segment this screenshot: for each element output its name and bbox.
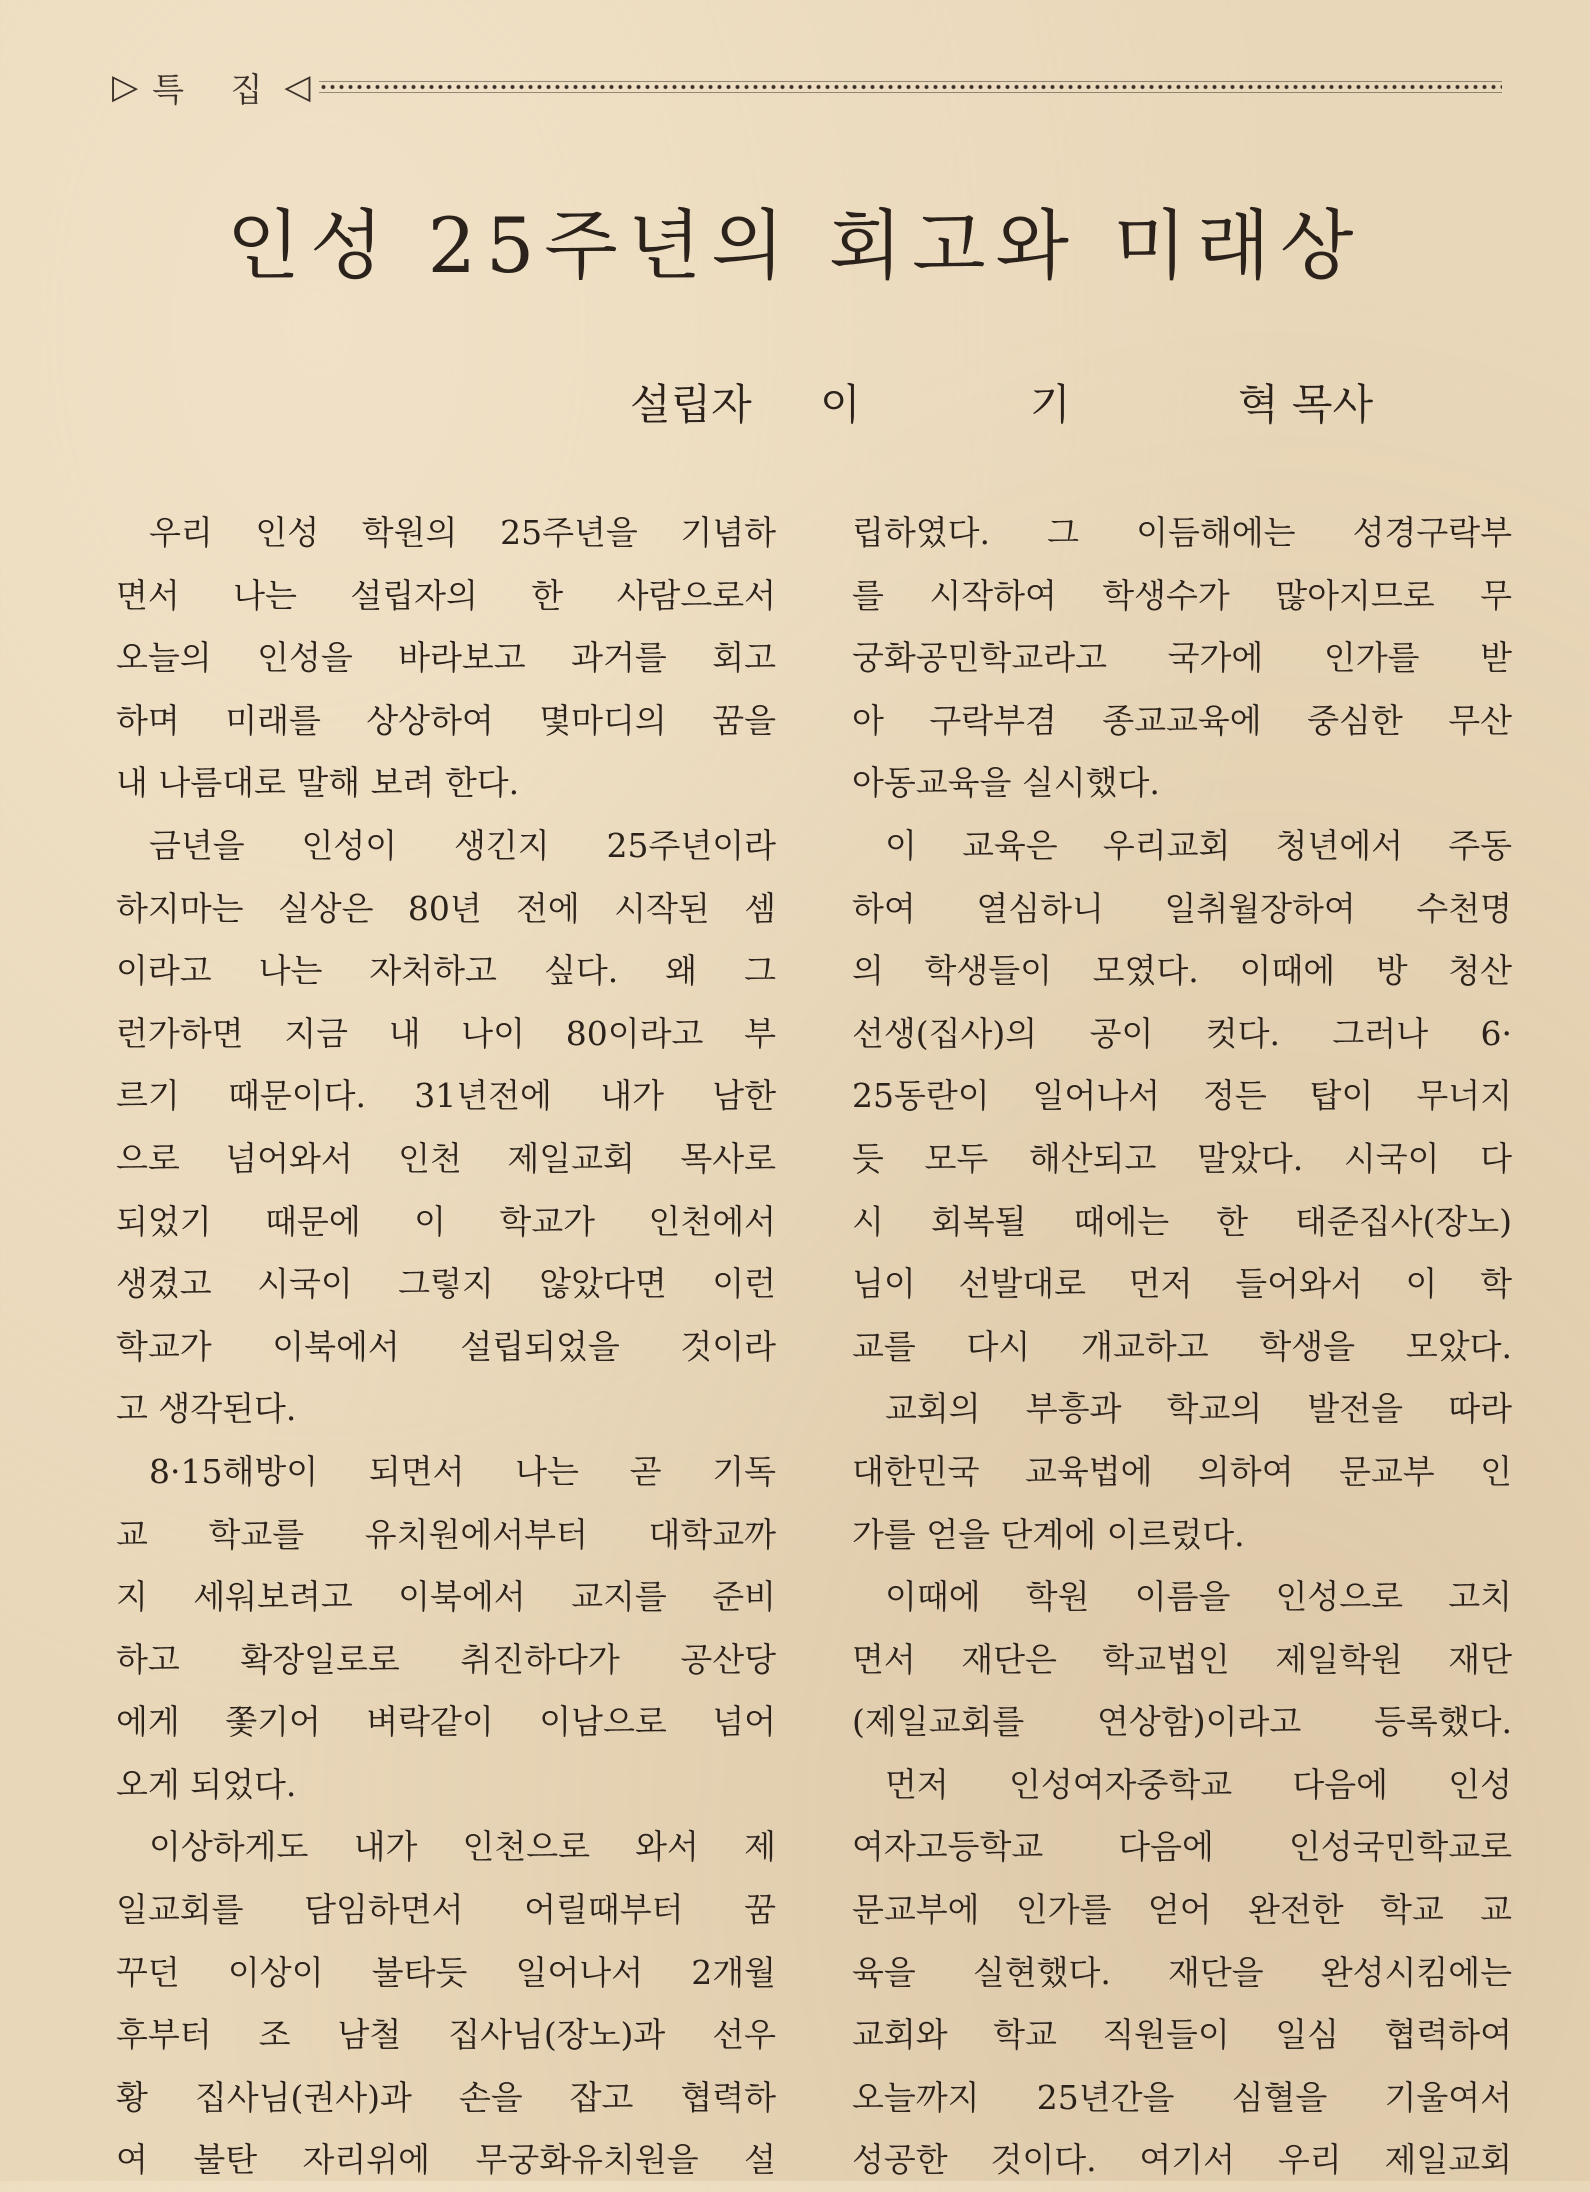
text-line: 금년을 인성이 생긴지 25주년이라 [149, 825, 776, 865]
text-line: 이 교육은 우리교회 청년에서 주동 [885, 825, 1512, 865]
text-line: 선생(집사)의 공이 컷다. 그러나 6· [852, 1013, 1512, 1053]
text-line: 내 나름대로 말해 보려 한다. [116, 763, 520, 803]
author-name-part-1: 이 [820, 380, 861, 429]
text-line: 황 집사님(권사)과 손을 잡고 협력하 [116, 2077, 776, 2117]
section-header [112, 62, 1502, 112]
text-line: 님이 선발대로 먼저 들어와서 이 학 [852, 1264, 1512, 1304]
left-triangle-icon: ◁ [284, 67, 311, 107]
text-line: 되었기 때문에 이 학교가 인천에서 [116, 1201, 776, 1241]
right-column [852, 502, 1512, 2192]
text-line: 교회의 부흥과 학교의 발전을 따라 [885, 1389, 1512, 1429]
text-line: 교를 다시 개교하고 학생을 모았다. [852, 1326, 1512, 1366]
text-line: 일교회를 담임하면서 어릴때부터 꿈 [116, 1890, 776, 1930]
text-line: 꾸던 이상이 불타듯 일어나서 2개월 [116, 1952, 776, 1992]
text-line: 면서 재단은 학교법인 제일학원 재단 [852, 1639, 1512, 1679]
section-label: 특 집 [152, 69, 281, 109]
article-title: 인성 25주년의 회고와 미래상 [226, 201, 1364, 290]
text-line: 아동교육을 실시했다. [852, 763, 1160, 803]
left-column [116, 502, 776, 2192]
text-line: 우리 인성 학원의 25주년을 기념하 [149, 513, 776, 552]
text-line: 후부터 조 남철 집사님(장노)과 선우 [116, 2015, 776, 2055]
author-name-part-3: 혁 목사 [1238, 380, 1374, 429]
text-line: 하고 확장일로로 취진하다가 공산당 [116, 1639, 776, 1679]
text-line: 하며 미래를 상상하여 몇마디의 꿈을 [116, 700, 776, 740]
text-line: 교회와 학교 직원들이 일심 협력하여 [852, 2015, 1512, 2055]
text-line: 를 시작하여 학생수가 많아지므로 무 [852, 575, 1512, 615]
text-line: 면서 나는 설립자의 한 사람으로서 [116, 575, 776, 615]
text-line: 문교부에 인가를 얻어 완전한 학교 교 [852, 1890, 1512, 1930]
text-line: 이때에 학원 이름을 인성으로 고치 [885, 1577, 1512, 1617]
author-name-part-2: 기 [1030, 380, 1071, 429]
text-line: 교 학교를 유치원에서부터 대학교까 [116, 1514, 776, 1554]
text-line: 에게 쫓기어 벼락같이 이남으로 넘어 [116, 1702, 776, 1742]
text-line: 하지마는 실상은 80년 전에 시작된 셈 [116, 888, 776, 928]
text-line: 고 생각된다. [116, 1389, 297, 1429]
text-line: 오늘의 인성을 바라보고 과거를 회고 [116, 638, 776, 678]
text-line: 여 불탄 자리위에 무궁화유치원을 설 [116, 2140, 776, 2180]
text-line: 오게 되었다. [116, 1764, 297, 1804]
right-triangle-icon: ▷ [112, 67, 139, 107]
byline [630, 372, 1420, 432]
text-line: 아 구락부겸 종교교육에 중심한 무산 [852, 700, 1512, 740]
text-line: 의 학생들이 모였다. 이때에 방 청산 [852, 951, 1512, 991]
text-line: 25동란이 일어나서 정든 탑이 무너지 [852, 1076, 1512, 1116]
text-line: 여자고등학교 다음에 인성국민학교로 [852, 1827, 1512, 1867]
text-line: 가를 얻을 단계에 이르렀다. [852, 1514, 1245, 1554]
text-line: 먼저 인성여자중학교 다음에 인성 [885, 1764, 1512, 1804]
text-line: 듯 모두 해산되고 말았다. 시국이 다 [852, 1138, 1512, 1178]
text-line: 학교가 이북에서 설립되었을 것이라 [116, 1326, 776, 1366]
text-line: 이라고 나는 자처하고 싶다. 왜 그 [116, 951, 776, 991]
text-line: 육을 실현했다. 재단을 완성시킴에는 [852, 1952, 1512, 1992]
text-line: 하여 열심하니 일취월장하여 수천명 [852, 888, 1512, 928]
text-line: 으로 넘어와서 인천 제일교회 목사로 [116, 1138, 776, 1178]
text-line: 궁화공민학교라고 국가에 인가를 받 [852, 638, 1512, 678]
decorative-rule [319, 81, 1502, 93]
text-line: 립하였다. 그 이듬해에는 성경구락부 [852, 513, 1512, 552]
text-line: 8·15해방이 되면서 나는 곧 기독 [149, 1451, 776, 1491]
text-line: (제일교회를 연상함)이라고 등록했다. [852, 1702, 1512, 1742]
text-line: 대한민국 교육법에 의하여 문교부 인 [852, 1451, 1512, 1491]
text-line: 오늘까지 25년간을 심혈을 기울여서 [852, 2077, 1512, 2117]
text-line: 생겼고 시국이 그렇지 않았다면 이런 [116, 1264, 776, 1304]
text-line: 이상하게도 내가 인천으로 와서 제 [149, 1827, 776, 1867]
text-line: 시 회복될 때에는 한 태준집사(장노) [852, 1201, 1512, 1241]
text-line: 르기 때문이다. 31년전에 내가 남한 [116, 1076, 776, 1116]
text-line: 런가하면 지금 내 나이 80이라고 부 [116, 1013, 776, 1053]
text-line: 성공한 것이다. 여기서 우리 제일교회 [852, 2140, 1512, 2180]
text-line: 지 세워보려고 이북에서 교지를 준비 [116, 1577, 776, 1617]
author-role: 설립자 [630, 380, 752, 429]
